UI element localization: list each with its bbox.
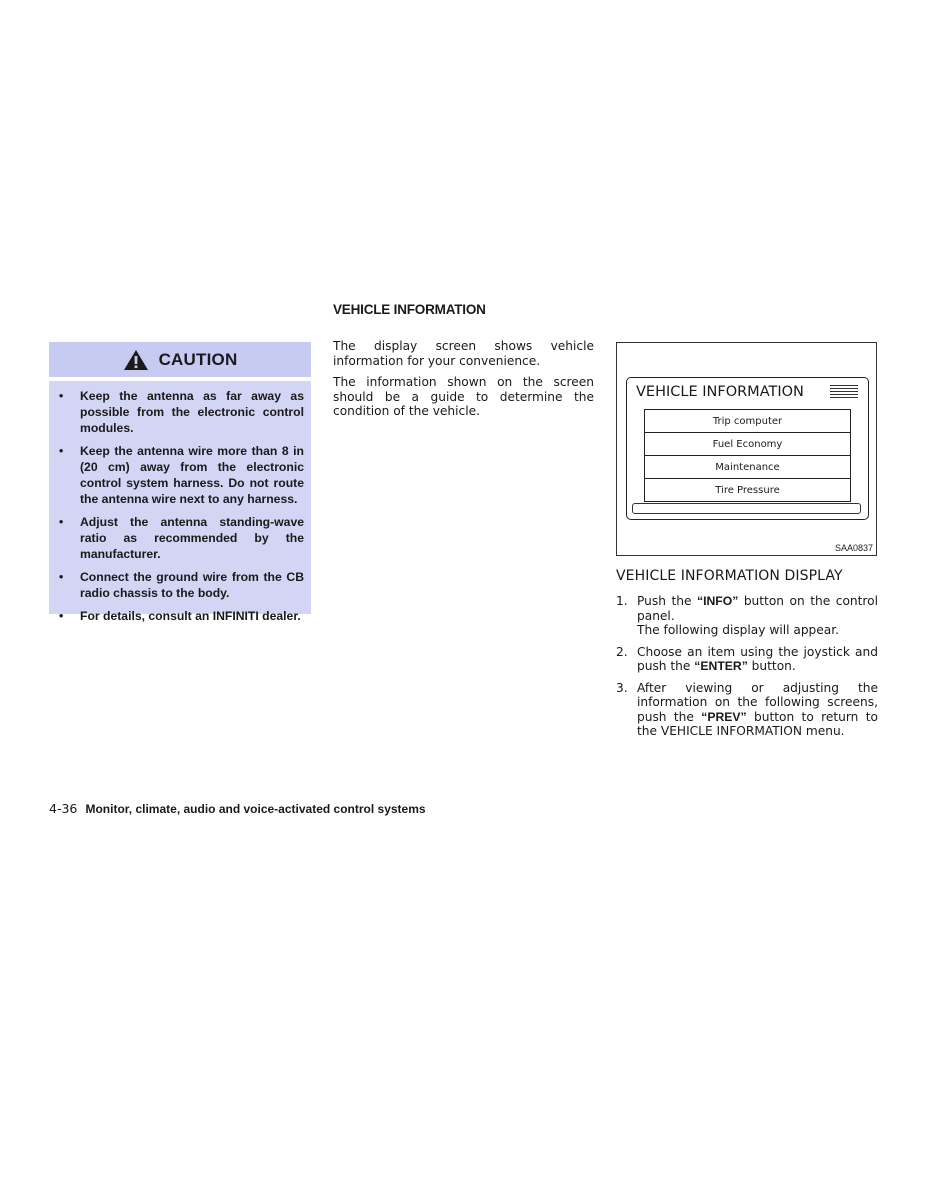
step-extra: The following display will appear.: [637, 623, 840, 637]
caution-title: CAUTION: [158, 349, 238, 369]
caution-item: [59, 388, 304, 436]
step-item: [616, 645, 878, 674]
vehicle-info-figure: [616, 342, 877, 556]
step-number: 1.: [616, 594, 628, 608]
step-item: [616, 594, 878, 638]
display-screen: [626, 377, 869, 520]
section-heading: VEHICLE INFORMATION: [333, 302, 486, 317]
step-item: [616, 681, 878, 739]
list-lines-icon: [830, 385, 858, 400]
caution-list: [49, 378, 311, 624]
caution-item: [59, 443, 304, 507]
figure-code: SAA0837: [834, 543, 873, 553]
bullet: •: [59, 515, 64, 529]
caution-item-text: Adjust the antenna standing-wave ratio as recommended by the manufacturer.: [80, 515, 304, 561]
intro-paragraph: The display screen shows vehicle information for your convenience.: [333, 339, 594, 368]
button-name: “PREV”: [701, 709, 747, 724]
warning-triangle-icon: [123, 349, 149, 371]
caution-box: [49, 342, 311, 623]
caution-item-text: For details, consult an INFINITI dealer.: [80, 609, 301, 623]
steps-list: [616, 594, 878, 746]
button-name: “ENTER”: [694, 659, 748, 673]
step-number: 3.: [616, 680, 628, 695]
screen-title: VEHICLE INFORMATION: [636, 384, 804, 400]
menu-item-trip-computer[interactable]: Trip computer: [645, 410, 850, 433]
chapter-title: Monitor, climate, audio and voice-activated control systems: [85, 802, 426, 816]
caution-item: [59, 608, 304, 624]
menu-list: [644, 409, 851, 502]
info-paragraph: The information shown on the screen should be a guide to determine the condition of the vehicle.: [333, 375, 594, 418]
caution-item-text: Keep the antenna wire more than 8 in (20 cm) away from the electronic control system harness. Do not route the antenna wire next to any harness.: [80, 444, 304, 506]
page-footer: [49, 798, 426, 817]
caution-header: [49, 342, 311, 378]
bullet: •: [59, 570, 64, 584]
step-text: Choose an item using the joystick and push the “ENTER” button.: [637, 644, 878, 673]
caution-item: [59, 514, 304, 562]
caution-item-text: Connect the ground wire from the CB radio chassis to the body.: [80, 570, 304, 600]
display-heading: VEHICLE INFORMATION DISPLAY: [616, 568, 843, 584]
page-number: 4-36: [49, 801, 78, 816]
bullet: •: [59, 609, 64, 623]
step-text: After viewing or adjusting the information on the following screens, push the “PREV” button to return to the VEHICLE INFORMATION menu.: [637, 680, 878, 738]
menu-item-fuel-economy[interactable]: Fuel Economy: [645, 433, 850, 456]
caution-item: [59, 569, 304, 601]
step-number: 2.: [616, 644, 628, 659]
bullet: •: [59, 444, 64, 458]
bullet: •: [59, 389, 64, 403]
button-name: “INFO”: [696, 594, 739, 608]
step-text: Push the “INFO” button on the control panel.: [637, 594, 879, 623]
menu-item-maintenance[interactable]: Maintenance: [645, 456, 850, 479]
caution-item-text: Keep the antenna as far away as possible from the electronic control modules.: [80, 389, 304, 435]
status-bar: [632, 503, 861, 514]
menu-item-tire-pressure[interactable]: Tire Pressure: [715, 484, 780, 496]
